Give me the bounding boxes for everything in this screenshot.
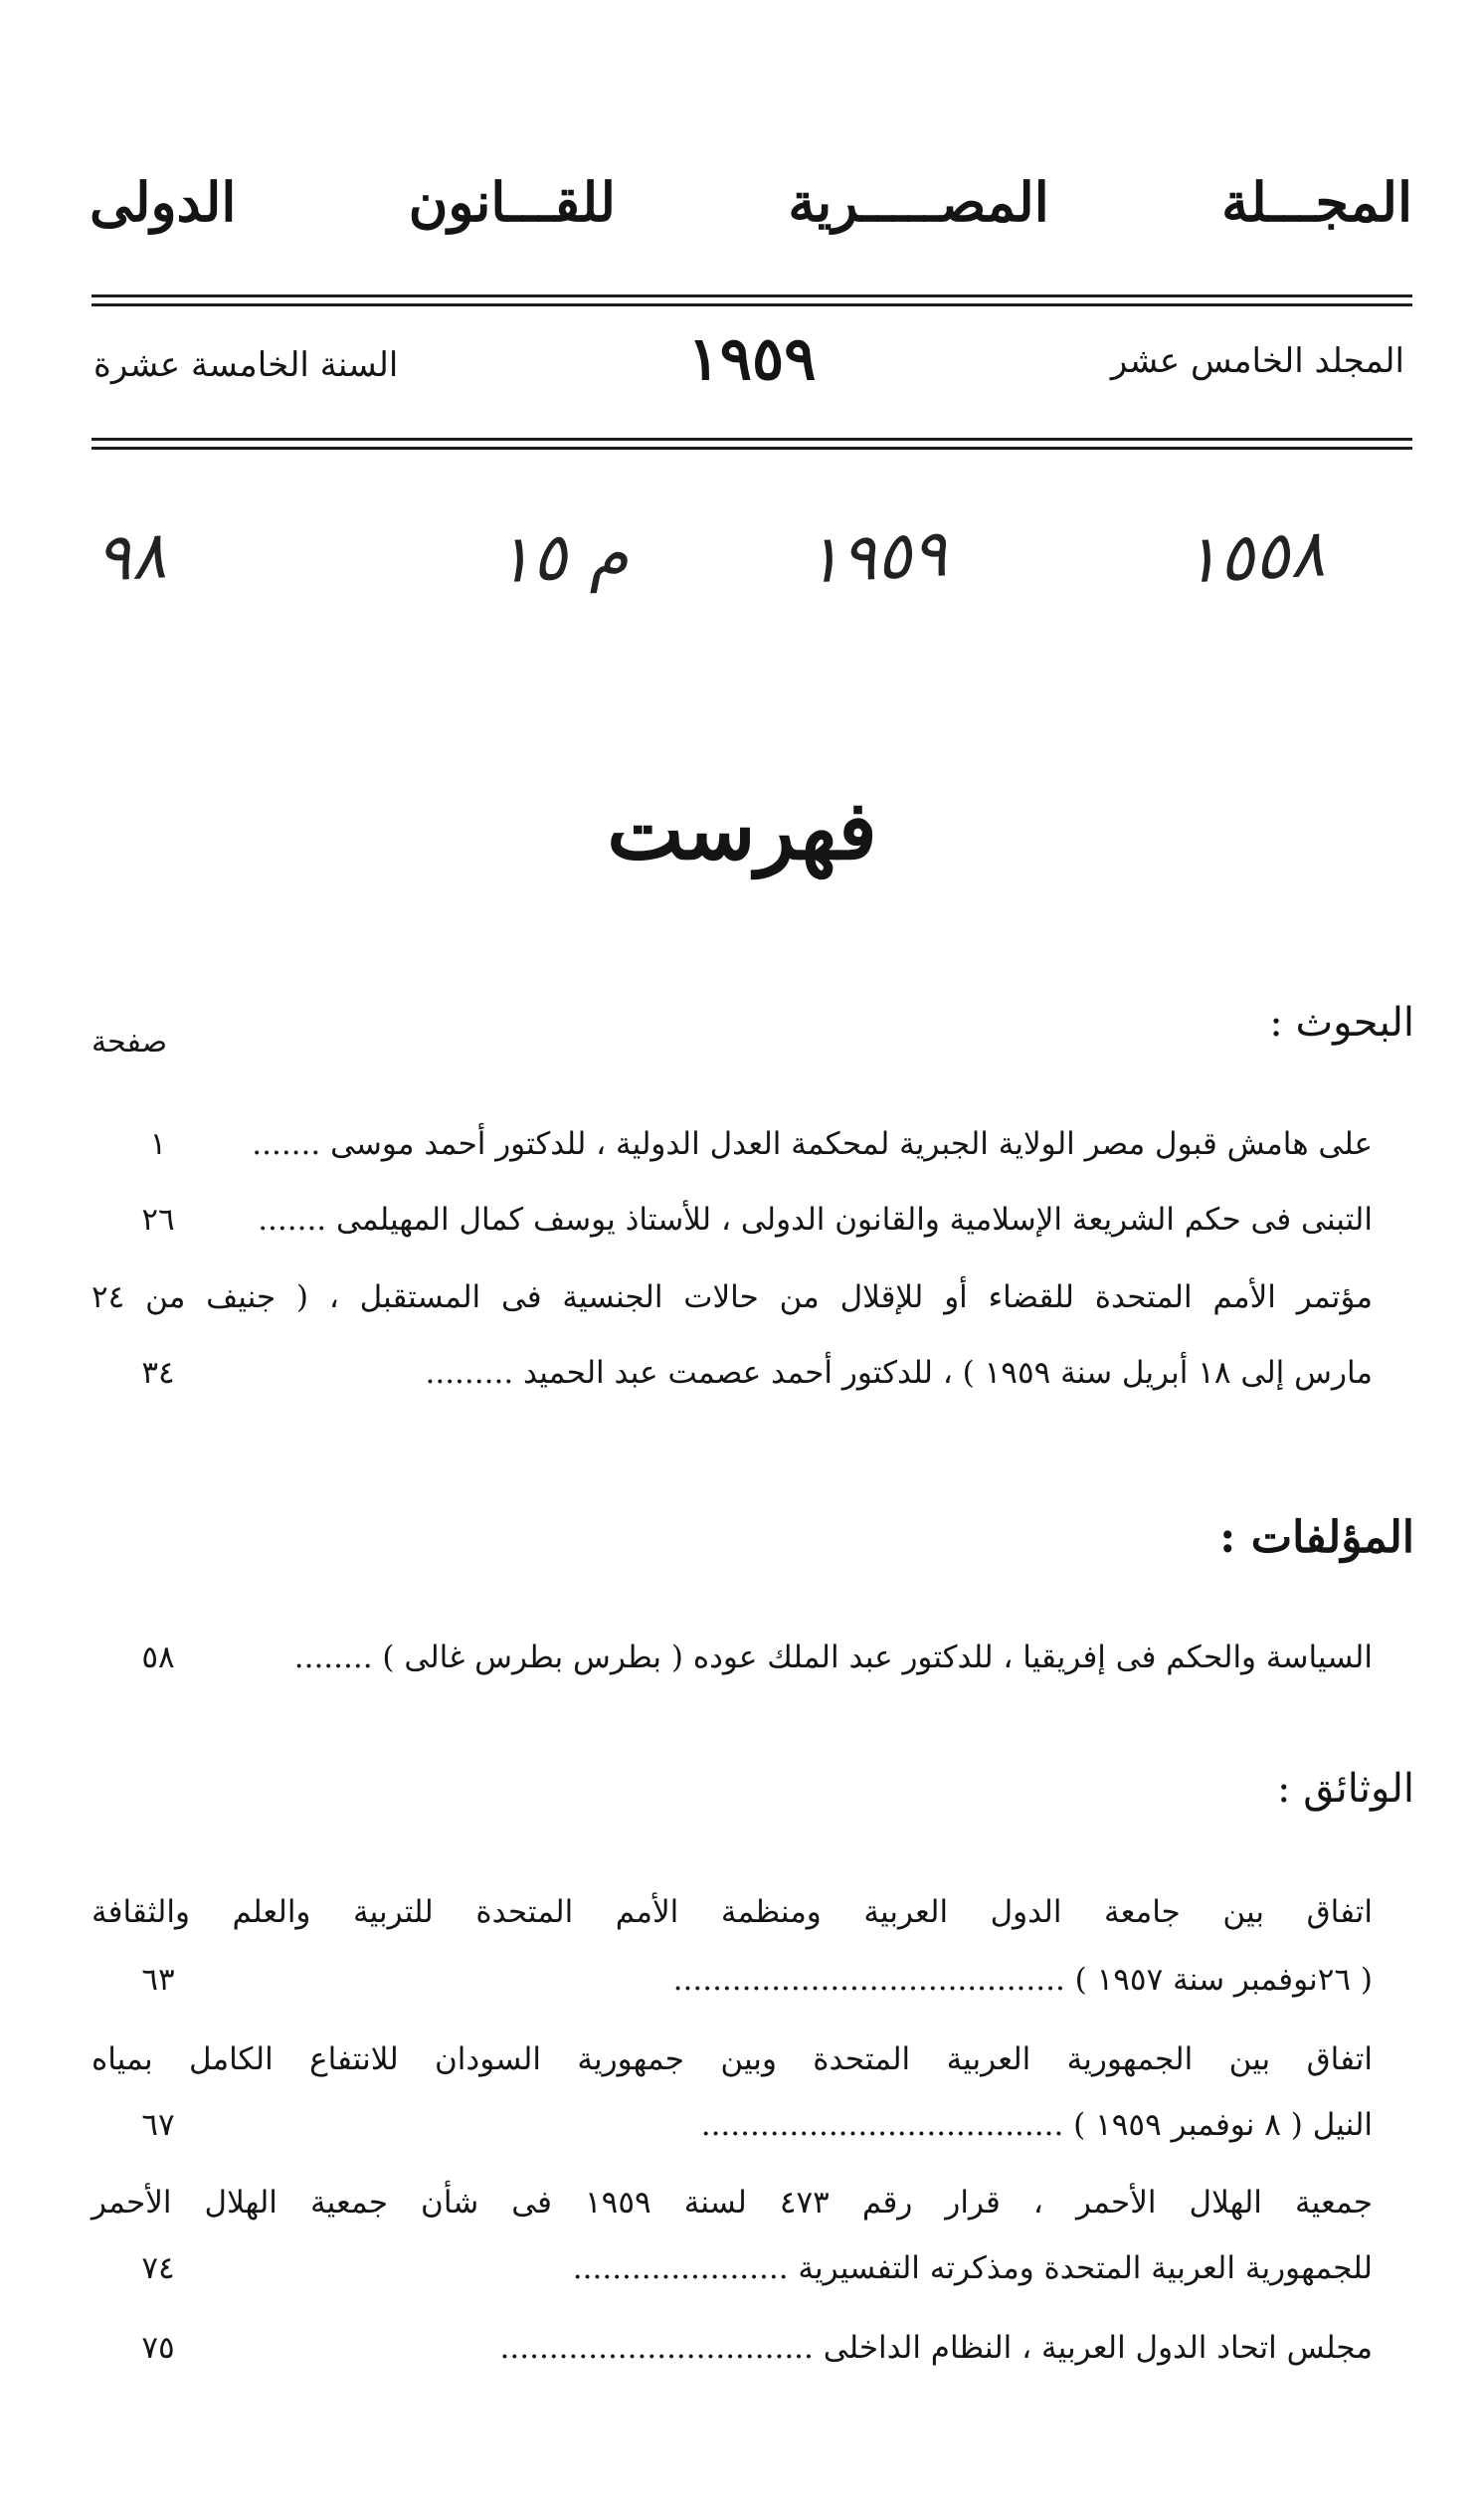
header-rule-top-2 (92, 303, 1412, 306)
toc-entry-research-3-line-2 (92, 1343, 1373, 1403)
toc-entry-research-2 (92, 1190, 1373, 1250)
toc-entry-documents-2-line-1 (92, 2029, 1373, 2089)
toc-entry-title: جمعية الهلال الأحمر ، قرار رقم ٤٧٣ لسنة ١٩٥٩ فى شأن جمعية الهلال الأحمر (92, 2185, 1373, 2221)
volume-label: المجلد الخامس عشر (1110, 341, 1404, 381)
toc-entry-page: ٧٤ (141, 2250, 175, 2286)
handwritten-number-4: ٩٨ (93, 516, 168, 597)
toc-entry-title: اتفاق بين الجمهورية العربية المتحدة وبين جمهورية السودان للانتفاع الكامل بمياه (92, 2041, 1373, 2077)
toc-entry-documents-4 (92, 2318, 1373, 2378)
toc-entry-documents-3-line-1 (92, 2173, 1373, 2232)
toc-entry-page: ٥٨ (141, 1640, 175, 1675)
toc-entry-research-1 (92, 1114, 1373, 1174)
toc-entry-documents-3-line-2 (92, 2238, 1373, 2298)
toc-entry-title: مؤتمر الأمم المتحدة للقضاء أو للإقلال من حالات الجنسية فى المستقبل ، ( جنيف من ٢٤ (92, 1279, 1373, 1315)
year-label: ١٩٥٩ (687, 324, 817, 394)
header-rule-bottom-2 (92, 447, 1412, 450)
toc-entry-research-3-line-1 (92, 1267, 1373, 1327)
handwritten-number-2: ١٩٥٩ (804, 514, 949, 599)
toc-entry-books-1 (92, 1628, 1373, 1687)
handwritten-number-1: ١٥٥٨ (1182, 514, 1327, 599)
toc-entry-page: ٦٣ (141, 1962, 175, 1998)
toc-entry-title-continued: للجمهورية العربية المتحدة ومذكرته التفسيرية ...................... (572, 2250, 1373, 2286)
header-rule-top-1 (92, 294, 1412, 297)
toc-entry-page: ٣٤ (141, 1355, 175, 1391)
page-column-label: صفحة (92, 1025, 168, 1060)
toc-entry-documents-2-line-2 (92, 2095, 1373, 2155)
toc-entry-title-continued: ( ٢٦نوفمبر سنة ١٩٥٧ ) ........................................ (672, 1962, 1373, 1998)
journal-title: المجـــلة المصـــــرية للقـــانون الدولى (90, 170, 1412, 234)
toc-entry-page: ٢٦ (141, 1202, 175, 1238)
header-rule-bottom-1 (92, 438, 1412, 441)
section-heading-books: المؤلفات : (1219, 1512, 1414, 1563)
toc-entry-title: على هامش قبول مصر الولاية الجبرية لمحكمة العدل الدولية ، للدكتور أحمد موسى ....... (252, 1126, 1373, 1162)
toc-entry-title-continued: النيل ( ٨ نوفمبر ١٩٥٩ ) ..................................... (700, 2107, 1373, 2143)
toc-entry-page: ١ (149, 1126, 167, 1162)
handwritten-number-3: م ١٥ (494, 514, 631, 599)
toc-entry-documents-1-line-1 (92, 1882, 1373, 1942)
year-ordinal-label: السنة الخامسة عشرة (93, 345, 399, 385)
toc-entry-title: السياسة والحكم فى إفريقيا ، للدكتور عبد الملك عوده ( بطرس بطرس غالى ) ........ (293, 1640, 1373, 1675)
volume-row (92, 326, 1412, 396)
toc-entry-documents-1-line-2 (92, 1950, 1373, 2010)
section-heading-research: البحوث : (1269, 1000, 1414, 1046)
toc-entry-title: اتفاق بين جامعة الدول العربية ومنظمة الأمم المتحدة للتربية والعلم والثقافة (92, 1894, 1373, 1930)
toc-entry-title-continued: مارس إلى ١٨ أبريل سنة ١٩٥٩ ) ، للدكتور أحمد عصمت عبد الحميد ......... (425, 1355, 1373, 1391)
section-heading-documents: الوثائق : (1277, 1766, 1414, 1812)
toc-entry-title: التبنى فى حكم الشريعة الإسلامية والقانون الدولى ، للأستاذ يوسف كمال المهيلمى ....... (258, 1202, 1373, 1238)
toc-entry-title: مجلس اتحاد الدول العربية ، النظام الداخلى ................................ (499, 2330, 1373, 2366)
toc-entry-page: ٧٥ (141, 2330, 175, 2366)
index-title: فهرست (607, 783, 877, 878)
toc-entry-page: ٦٧ (141, 2107, 175, 2143)
